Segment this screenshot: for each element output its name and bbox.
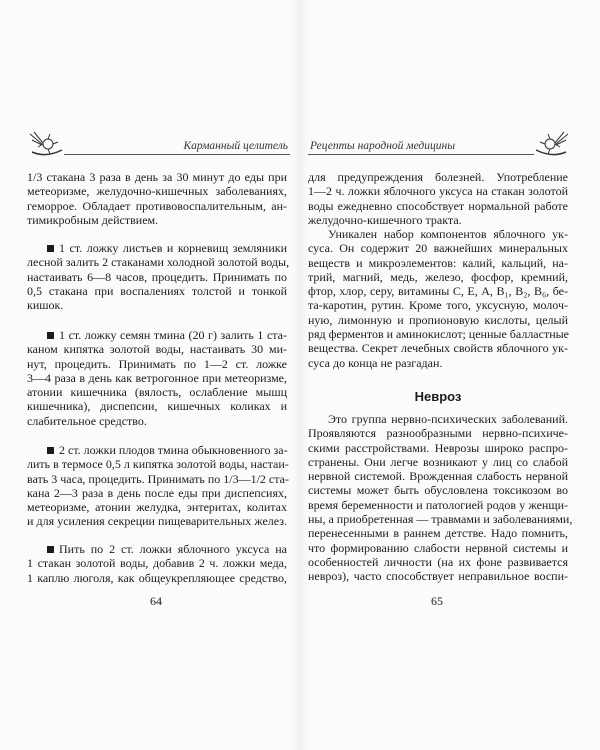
text-line: воды ежедневно способствует нормальной работе <box>308 198 568 213</box>
text-line: кишечника), диспепсии, кишечных коликах и <box>27 399 287 414</box>
text-line: трий, магний, медь, железо, фосфор, кремний, <box>308 269 568 284</box>
text-line: нервной системой. Врожденная слабость нервной <box>308 469 568 484</box>
running-header <box>308 130 570 160</box>
page-number: 65 <box>431 594 443 608</box>
text-line: 1/3 стакана 3 раза в день за 30 минут до еды при <box>27 170 287 184</box>
text-line: кишок. <box>27 298 64 313</box>
header-title: Карманный целитель <box>183 140 288 152</box>
paragraph <box>308 170 568 227</box>
text-line: настаивать 6—8 часов, процедить. Принимать по <box>27 269 287 284</box>
section-heading: Невроз <box>414 389 462 404</box>
text-line: веществ и микроэлементов: калий, кальций, на- <box>308 255 568 270</box>
recipe-paragraph <box>27 542 287 585</box>
text-line: метеоризме, атонии желудка, энтеритах, колитах <box>27 500 287 515</box>
text-line: 1 каплю люголя, как общеукрепляющее средство, <box>27 570 287 585</box>
text-line: ную, лимонную и пропионовую кислоты, целый <box>308 312 568 327</box>
header-rule <box>64 154 290 155</box>
text-line: тимикробным действием. <box>27 212 159 227</box>
recipe-paragraph <box>27 328 287 428</box>
page-number: 64 <box>150 594 162 608</box>
recipe-paragraph <box>27 443 287 529</box>
text-line: каном кипятка золотой воды, настаивать 30 ми- <box>27 342 287 357</box>
text-line: геморрое. Обладает противовоспалительным, ан- <box>27 198 287 213</box>
text-line: Уникален набор компонентов яблочного ук- <box>328 227 568 241</box>
right-page <box>300 0 600 750</box>
bullet-icon <box>47 245 54 252</box>
text-line: Проявляются разнообразными нервно-психиче- <box>308 426 568 441</box>
text-line: лить в термосе 0,5 л кипятка золотой воды, настаи- <box>27 457 289 472</box>
text-line: слабительное средство. <box>27 413 147 428</box>
text-line: кана 2—3 раза в день после еды при диспепсиях, <box>27 485 287 500</box>
text-line: для предупреждения болезней. Употребление <box>308 170 568 184</box>
text-line: метеоризме, желудочно-кишечных заболеваниях, <box>27 184 287 199</box>
bullet-icon <box>47 447 54 454</box>
header-title: Рецепты народной медицины <box>310 140 455 152</box>
header-rule <box>308 154 534 155</box>
text-line: лесной залить 2 стаканами холодной золотой воды, <box>27 255 290 270</box>
text-line: атонии кишечника (вялость, ослабление мышц <box>27 385 287 400</box>
text-line: 3—4 раза в день как ветрогонное при метеоризме, <box>27 370 287 385</box>
text-line: перенесенными в раннем детстве. Надо помнить, <box>308 526 568 541</box>
text-line: фтор, хлор, серу, витамины С, Е, А, B₁, B₂, B₆, бе- <box>308 284 568 299</box>
text-line: 0,5 стакана при воспалениях толстой и тонкой <box>27 283 287 298</box>
paragraph <box>308 227 568 370</box>
text-line: 1 стакан золотой воды, добавив 2 ч. ложки меда, <box>27 556 287 571</box>
text-line: особенностей личности (на их фоне развивается <box>308 554 568 569</box>
text-line: суса. Он содержит 20 важнейших минеральных <box>308 241 568 256</box>
text-line: вещества. Секрет лечебных свойств яблочного ук- <box>308 341 568 356</box>
recipe-paragraph <box>27 241 290 313</box>
text-line: системы может быть обусловлена токсикозом во <box>308 483 568 498</box>
text-line: 2 ст. ложки плодов тмина обыкновенного за- <box>59 443 288 457</box>
paragraph <box>308 412 573 584</box>
text-line: 1—2 ч. ложки яблочного уксуса на стакан золотой <box>308 184 568 199</box>
text-line: 1 ст. ложку семян тмина (20 г) залить 1 ста- <box>59 328 287 342</box>
running-header <box>28 130 290 160</box>
bullet-icon <box>47 546 54 553</box>
text-line: и для усиления секреции пищеварительных желез. <box>27 514 287 529</box>
text-line: 1 ст. ложку листьев и корневищ земляники <box>59 241 287 255</box>
text-line: ряд ферментов и аминокислот; ценные балластные <box>308 327 570 342</box>
text-line: время беременности и патологией родов у женщи- <box>308 497 568 512</box>
text-line: Пить по 2 ст. ложки яблочного уксуса на <box>59 542 287 556</box>
text-line: ны, а приобретенная — травмами и заболеваниями, <box>308 512 573 527</box>
text-line: нут, процедить. Принимать по 1—2 ст. ложке <box>27 356 287 371</box>
paragraph <box>27 170 287 227</box>
text-line: суса до конца не разгадан. <box>308 355 443 370</box>
floral-ornament-icon <box>534 130 570 158</box>
text-line: странены. Они легче возникают у лиц со слабой <box>308 454 568 469</box>
text-line: невроз), часто способствует неправильное воспи- <box>308 569 568 584</box>
floral-ornament-icon <box>28 130 64 158</box>
text-line: Это группа нервно-психических заболеваний. <box>328 412 568 426</box>
bullet-icon <box>47 332 54 339</box>
text-line: вать 3 часа, процедить. Принимать по 1/3—1/2 ста- <box>27 471 289 486</box>
text-line: скими расстройствами. Неврозы широко распро- <box>308 440 568 455</box>
text-line: та-каротин, рутин. Кроме того, уксусную, молоч- <box>308 298 568 313</box>
text-line: желудочно-кишечного тракта. <box>308 212 462 227</box>
text-line: что формированию слабости нервной системы и <box>308 540 568 555</box>
